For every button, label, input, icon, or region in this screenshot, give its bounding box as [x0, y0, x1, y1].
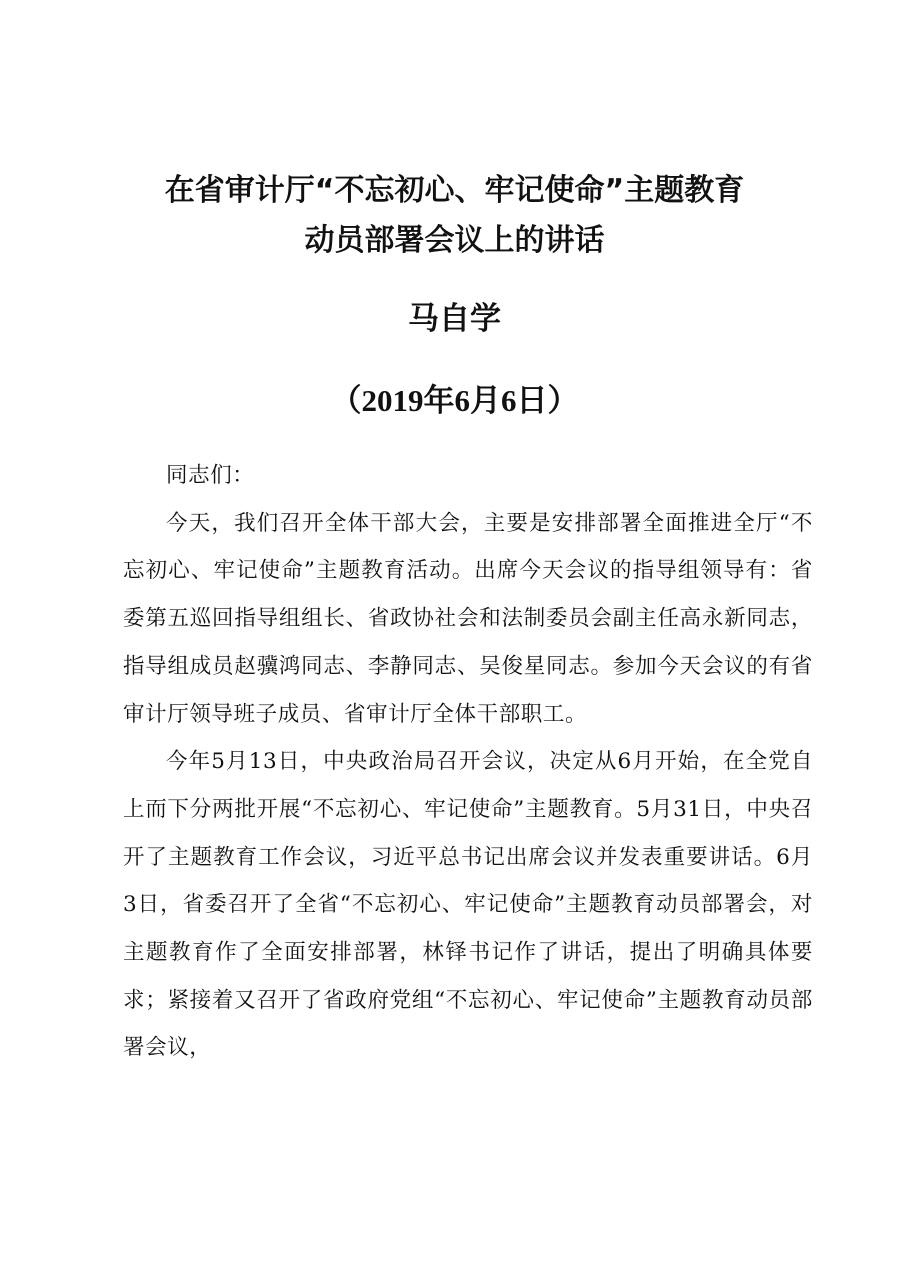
- document-title-line-1: 在省审计厅“不忘初心、牢记使命”主题教育: [164, 173, 745, 208]
- speech-date: （2019年6月6日）: [330, 383, 579, 418]
- speech-body: [123, 452, 813, 1072]
- paragraph: 今年5月13日，中央政治局召开会议，决定从6月开始，在全党自上而下分两批开展“不忘初心、牢记使命”主题教育。5月31日，中央召开了主题教育工作会议，习近平总书记出席会议并发表重要讲话。6月3日，省委召开了全省“不忘初心、牢记使命”主题教育动员部署会，对主题教育作了全面安排部署，林铎书记作了讲话，提出了明确具体要求；紧接着又召开了省政府党组“不忘初心、牢记使命”主题教育动员部署会议，: [123, 749, 813, 1061]
- speaker-name: 马自学: [408, 301, 501, 337]
- document-title-line-2: 动员部署会议上的讲话: [304, 223, 605, 258]
- paragraph: 今天，我们召开全体干部大会，主要是安排部署全面推进全厅“不忘初心、牢记使命”主题教育活动。出席今天会议的指导组领导有：省委第五巡回指导组组长、省政协社会和法制委员会副主任高永新同志，指导组成员赵骥鸿同志、李静同志、吴俊星同志。参加今天会议的有省审计厅领导班子成员、省审计厅全体干部职工。: [123, 510, 813, 727]
- salutation: 同志们：: [166, 463, 255, 488]
